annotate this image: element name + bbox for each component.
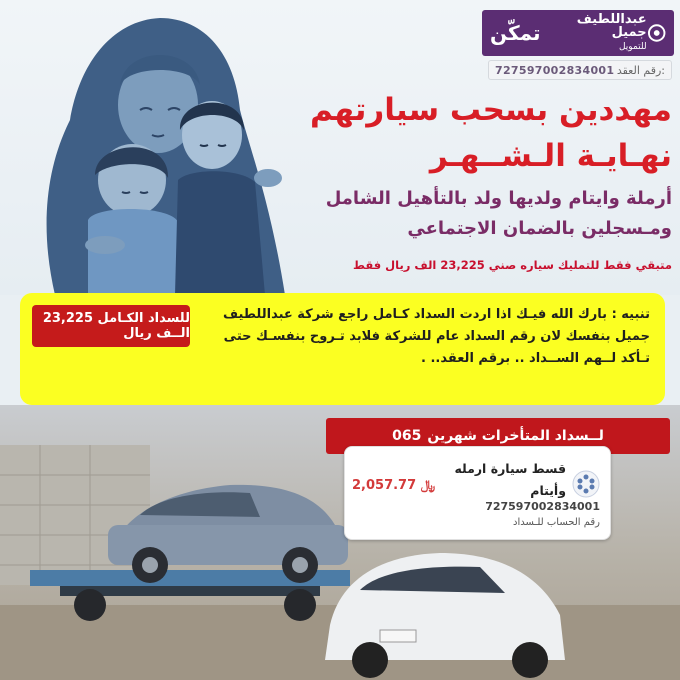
installment-amount (352, 478, 435, 493)
logo-mark-icon (647, 23, 666, 43)
logo-product-name: تمكّن (490, 21, 541, 45)
subline-line2: ومـسجلين بالضمان الاجتماعي (407, 218, 672, 239)
headline-line1: مهددين بسحب سيارتهم (310, 92, 672, 128)
installment-title: قسط سيارة ارمله وأيتام (454, 461, 566, 498)
logo-brand-name: عبداللطيف جميل (576, 11, 647, 40)
late-payment-code: 065 (392, 428, 422, 444)
warning-text: تنبيه : بارك الله فيـك اذا اردت السداد كـامل راجع شركة عبداللطيف جميل بنفسك لان رقم السداد عام للشركة فلابد تـروح بنفسـك حتى تـأكد لــهم الســداد .. برقم العقد.. . (222, 307, 650, 366)
logo-brand-sub: للتمويل (618, 41, 647, 52)
company-logo (482, 10, 674, 56)
bank-logo-icon (572, 470, 600, 498)
headline-line2: نهـايـة الـشــهـر (429, 138, 672, 174)
full-payment-box: للسداد الكـامل 23,225 الــف ريال (32, 305, 190, 347)
amount-value: 2,057.77 (352, 478, 417, 493)
contract-number-row (488, 60, 672, 80)
contract-number: 727597002834001 (495, 63, 615, 77)
logo-brand-text (541, 13, 647, 54)
account-label: رقم الحساب للـسداد (513, 517, 600, 528)
late-payment-label: لــسداد المتأخرات شهرين (427, 428, 604, 444)
account-number: 727597002834001 (485, 500, 600, 513)
currency-symbol: ﷼ (420, 478, 436, 493)
subline-line1: أرملة وايتام ولديها ولد بالتأهيل الشامل (325, 188, 672, 209)
family-illustration (0, 0, 320, 295)
contract-label: رقم العقد: (616, 63, 665, 77)
remaining-amount-note: متبقي فقط للتمليك سياره صني 23,225 الف ريال فقط (353, 258, 672, 272)
